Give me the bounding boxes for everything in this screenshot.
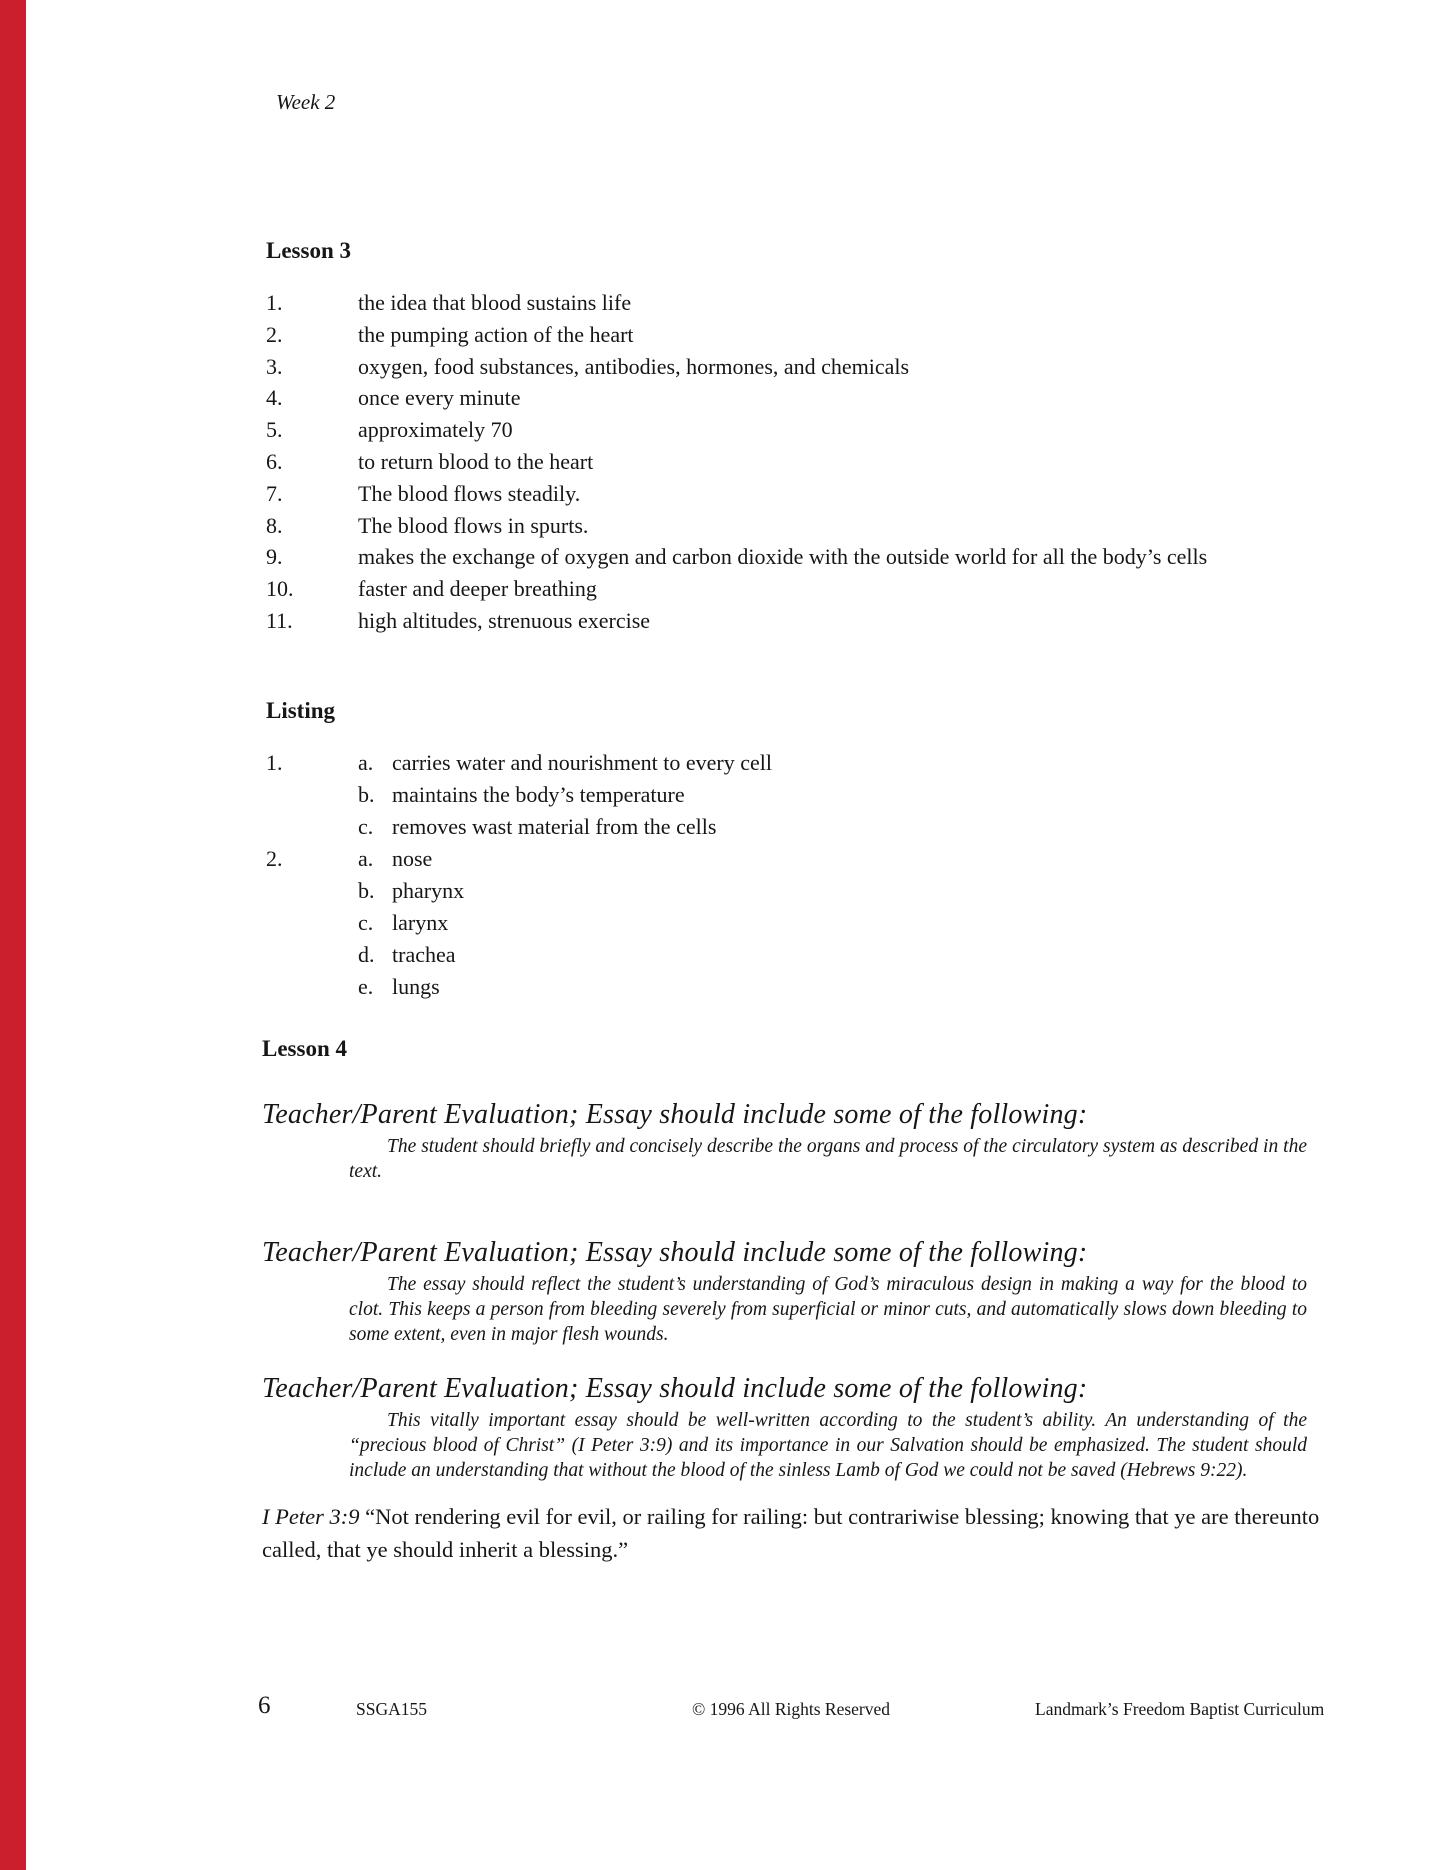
entry-letter: a. [358, 750, 374, 775]
answer-text: The blood flows in spurts. [358, 512, 589, 538]
listing-heading: Listing [266, 698, 336, 723]
evaluation-section [262, 1372, 1332, 1483]
listing-entry [358, 779, 772, 811]
answer-text: to return blood to the heart [358, 448, 594, 474]
verse-reference: I Peter 3:9 [262, 1504, 360, 1529]
answer-number: 11. [266, 607, 293, 633]
entry-letter: a. [358, 846, 374, 871]
entry-letter: e. [358, 974, 374, 999]
answer-text: the idea that blood sustains life [358, 290, 632, 315]
week-label: Week 2 [276, 90, 336, 114]
entry-text: carries water and nourishment to every cell [392, 750, 772, 775]
answer-row [266, 605, 1288, 637]
entry-text: lungs [392, 974, 440, 999]
answer-row [266, 541, 1288, 573]
evaluation-heading: Teacher/Parent Evaluation; Essay should include some of the following: [262, 1237, 1088, 1268]
listing-entry [358, 811, 772, 843]
listing-group [266, 747, 772, 843]
answer-number: 8. [266, 512, 283, 538]
scripture-paragraph [262, 1500, 1342, 1566]
evaluation-body: This vitally important essay should be well-written according to the student’s ability. An understanding of the “precious blood of Christ” (I Peter 3:9) and its importance in our Salvation should be emphasized. The student should include an understanding that without the blood of the sinless Lamb of God we could not be saved (Hebrews 9:22). [349, 1410, 1307, 1481]
evaluation-section [262, 1236, 1332, 1347]
listing-entry [358, 907, 464, 939]
answer-number: 9. [266, 544, 283, 570]
listing-entry [358, 939, 464, 971]
entry-letter: d. [358, 942, 375, 967]
entry-letter: b. [358, 782, 375, 807]
answer-number: 3. [266, 353, 283, 379]
page-number: 6 [258, 1692, 271, 1719]
answer-row [266, 382, 1288, 414]
listing-entry [358, 747, 772, 779]
answer-number: 10. [266, 576, 294, 602]
entry-text: removes wast material from the cells [392, 814, 717, 839]
answer-row [266, 446, 1288, 478]
evaluation-heading: Teacher/Parent Evaluation; Essay should include some of the following: [262, 1373, 1088, 1404]
answer-text: The blood flows steadily. [358, 480, 581, 506]
entry-letter: c. [358, 814, 374, 839]
answer-row [266, 414, 1288, 446]
footer-copyright: © 1996 All Rights Reserved [692, 1699, 891, 1719]
listing-entry [358, 971, 464, 1003]
answer-row [266, 573, 1288, 605]
answer-row [266, 319, 1288, 351]
answer-text: oxygen, food substances, antibodies, hormones, and chemicals [358, 353, 910, 379]
footer-curriculum: Landmark’s Freedom Baptist Curriculum [1035, 1699, 1325, 1719]
answer-row [266, 351, 1288, 383]
answer-text: once every minute [358, 385, 521, 411]
answer-text: high altitudes, strenuous exercise [358, 607, 651, 633]
group-number: 2. [266, 846, 283, 871]
answer-number: 5. [266, 417, 283, 443]
listing-entry [358, 843, 464, 875]
evaluation-section [262, 1098, 1332, 1184]
answer-row [266, 287, 1288, 319]
entry-text: maintains the body’s temperature [392, 782, 685, 807]
answer-number: 1. [266, 290, 283, 315]
group-entries [358, 843, 464, 1003]
answer-number: 2. [266, 321, 283, 347]
entry-text: larynx [392, 910, 449, 935]
left-edge-red-stripe [0, 0, 26, 1870]
page-footer [0, 1692, 1445, 1742]
lesson3-heading: Lesson 3 [266, 238, 351, 263]
verse-text: “Not rendering evil for evil, or railing for railing: but contrariwise blessing; knowing that ye are thereunto called, that ye should inherit a blessing.” [262, 1504, 1320, 1562]
entry-letter: b. [358, 878, 375, 903]
evaluation-body: The student should briefly and concisely describe the organs and process of the circulatory system as described in the text. [349, 1136, 1307, 1182]
footer-code: SSGA155 [356, 1699, 427, 1719]
answer-row [266, 510, 1288, 542]
lesson3-answer-list [266, 287, 1288, 637]
evaluation-body: The essay should reflect the student’s understanding of God’s miraculous design in making a way for the blood to clot. This keeps a person from bleeding severely from superficial or minor cuts, and automatically slows down bleeding to some extent, even in major flesh wounds. [349, 1274, 1307, 1345]
answer-number: 6. [266, 448, 283, 474]
listing-entry [358, 875, 464, 907]
entry-text: pharynx [392, 878, 465, 903]
group-entries [358, 747, 772, 843]
evaluation-heading: Teacher/Parent Evaluation; Essay should include some of the following: [262, 1099, 1088, 1130]
entry-letter: c. [358, 910, 374, 935]
entry-text: trachea [392, 942, 456, 967]
answer-row [266, 478, 1288, 510]
listing-section [266, 747, 772, 1003]
answer-text: approximately 70 [358, 417, 513, 443]
lesson4-heading: Lesson 4 [262, 1036, 347, 1061]
entry-text: nose [392, 846, 433, 871]
listing-group [266, 843, 772, 1003]
answer-text: faster and deeper breathing [358, 576, 597, 602]
group-number: 1. [266, 750, 283, 775]
answer-number: 7. [266, 480, 283, 506]
answer-text: makes the exchange of oxygen and carbon dioxide with the outside world for all the body’s cells [358, 544, 1208, 570]
answer-text: the pumping action of the heart [358, 321, 634, 347]
answer-number: 4. [266, 385, 283, 411]
